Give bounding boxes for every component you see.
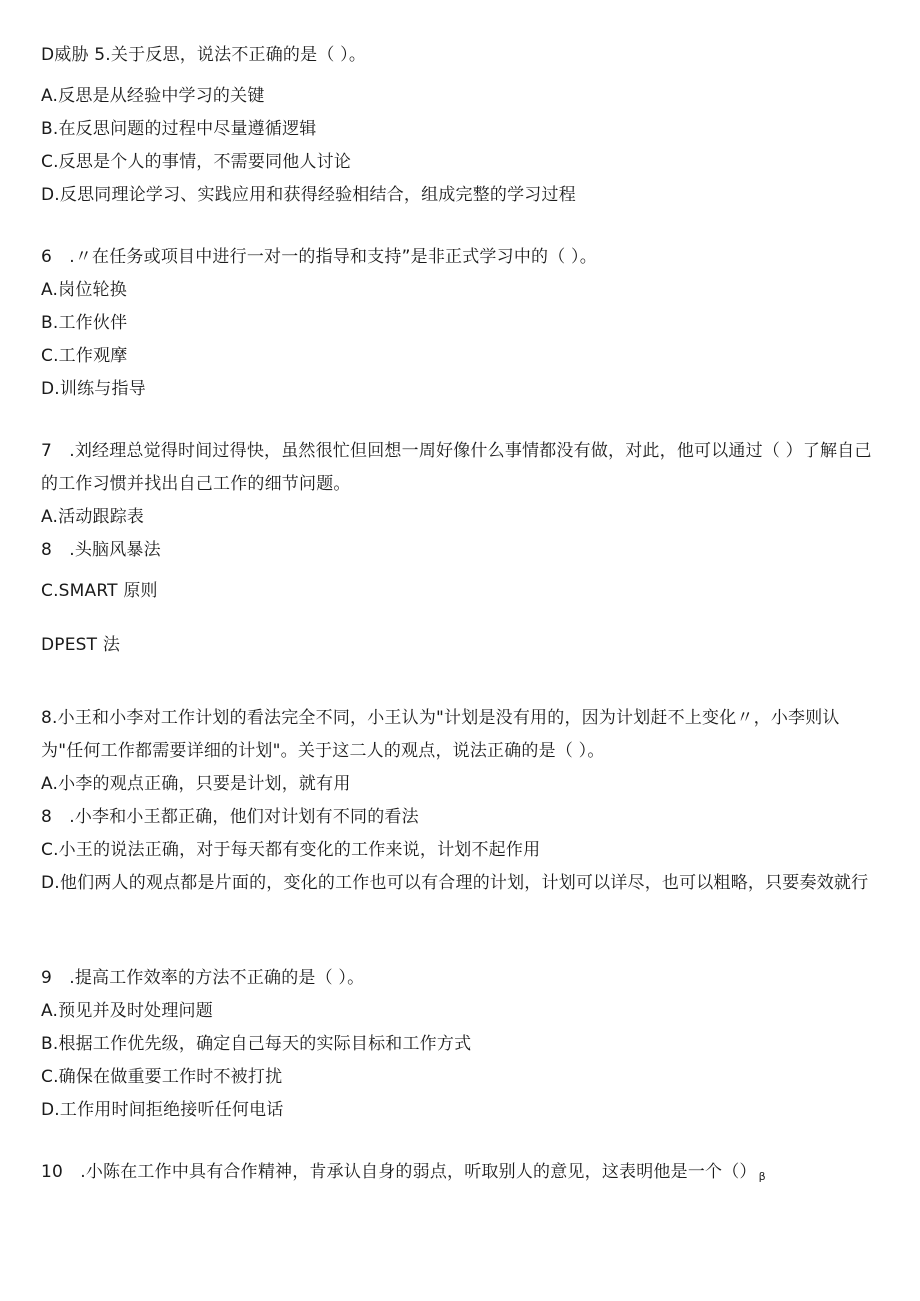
q5-option-b: B.在反思问题的过程中尽量遵循逻辑 <box>41 119 317 139</box>
q5-option-a: A.反思是从经验中学习的关键 <box>41 86 265 106</box>
q6-stem: 6 .〃在任务或项目中进行一对一的指导和支持”是非正式学习中的（ ）。 <box>41 247 597 267</box>
q7-option-d: DPEST 法 <box>41 635 121 655</box>
q8-option-c: C.小王的说法正确，对于每天都有变化的工作来说，计划不起作用 <box>41 840 541 860</box>
q10-stem: 10 .小陈在工作中具有合作精神，肯承认自身的弱点，听取别人的意见，这表明他是一个（） <box>41 1162 757 1182</box>
q8-option-a: A.小李的观点正确，只要是计划，就有用 <box>41 774 351 794</box>
q9-option-c: C.确保在做重要工作时不被打扰 <box>41 1067 283 1087</box>
q7-option-b: 8 .头脑风暴法 <box>41 540 161 560</box>
q6-option-c: C.工作观摩 <box>41 346 128 366</box>
q10-line <box>41 1161 766 1188</box>
q5-stem: D威胁 5.关于反思，说法不正确的是（ ）。 <box>41 45 367 65</box>
q7-stem: 7 .刘经理总觉得时间过得快，虽然很忙但回想一周好像什么事情都没有做，对此，他可以通过（ ）了解自己的工作习惯并找出自己工作的细节问题。 <box>41 441 872 494</box>
q9-stem: 9 .提高工作效率的方法不正确的是（ ）。 <box>41 968 365 988</box>
q8-stem: 8.小王和小李对工作计划的看法完全不同，小王认为"计划是没有用的，因为计划赶不上变化〃，小李则认为"任何工作都需要详细的计划"。关于这二人的观点，说法正确的是（ ）。 <box>41 708 840 761</box>
q8-option-d: D.他们两人的观点都是片面的，变化的工作也可以有合理的计划，计划可以详尽，也可以粗略，只要奏效就行 <box>41 873 869 893</box>
q8-option-b: 8 .小李和小王都正确，他们对计划有不同的看法 <box>41 807 419 827</box>
q9-option-a: A.预见并及时处理问题 <box>41 1001 213 1021</box>
q10-suffix-mark: β <box>758 1170 766 1183</box>
q9-option-b: B.根据工作优先级，确定自己每天的实际目标和工作方式 <box>41 1034 472 1054</box>
q6-option-d: D.训练与指导 <box>41 379 146 399</box>
q9-option-d: D.工作用时间拒绝接听任何电话 <box>41 1100 284 1120</box>
q5-option-c: C.反思是个人的事情，不需要同他人讨论 <box>41 152 352 172</box>
q7-option-c: C.SMART 原则 <box>41 581 158 601</box>
q6-option-b: B.工作伙伴 <box>41 313 128 333</box>
q6-option-a: A.岗位轮换 <box>41 280 127 300</box>
q5-option-d: D.反思同理论学习、实践应用和获得经验相结合，组成完整的学习过程 <box>41 185 576 205</box>
q7-option-a: A.活动跟踪表 <box>41 507 145 527</box>
